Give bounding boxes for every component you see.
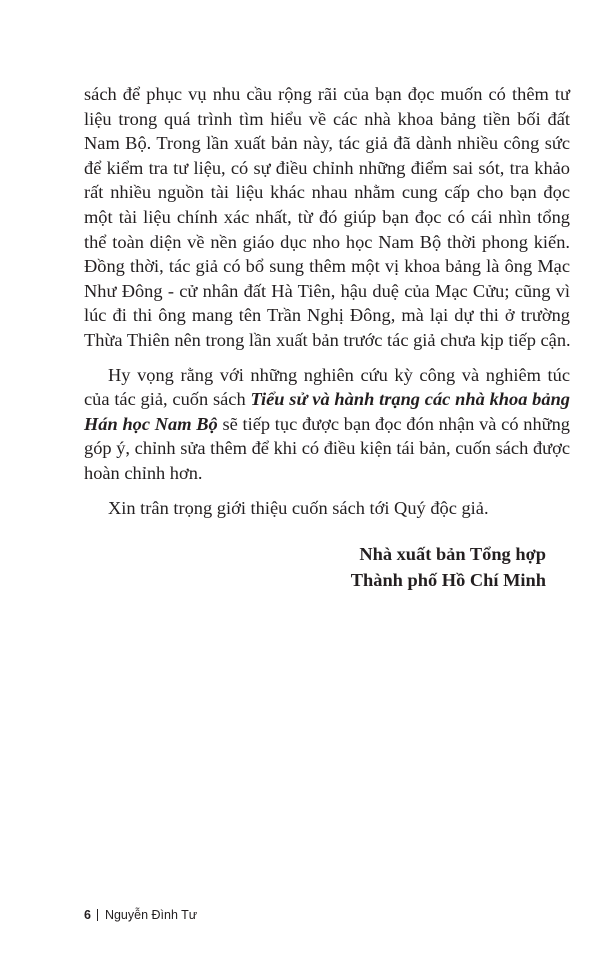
footer-separator (97, 909, 98, 921)
text-line (84, 412, 570, 437)
text-line: Nam Bộ. Trong lần xuất bản này, tác giả đã dành nhiều công sức (84, 133, 570, 154)
paragraph-3 (84, 496, 570, 521)
text-line (84, 387, 570, 412)
text-line: Hy vọng rằng với những nghiên cứu kỳ công và nghiêm túc (108, 364, 570, 385)
text-line: hoàn chỉnh hơn. (84, 462, 203, 483)
text-line: Như Đông - cử nhân đất Hà Tiên, hậu duệ của Mạc Cửu; cũng vì (84, 280, 570, 301)
text-line: liệu trong quá trình tìm hiểu về các nhà khoa bảng tiền bối đất (84, 108, 570, 129)
text-line: Đồng thời, tác giả có bổ sung thêm một vị khoa bảng là ông Mạc (84, 256, 570, 277)
publisher-signature (84, 541, 546, 594)
text-run: của tác giả, cuốn sách (84, 389, 251, 410)
page-body (84, 82, 570, 530)
paragraph-2 (84, 363, 570, 486)
text-line: sách để phục vụ nhu cầu rộng rãi của bạn đọc muốn có thêm tư (84, 84, 570, 104)
page-footer (84, 907, 197, 923)
paragraph-1 (84, 82, 570, 353)
text-line: góp ý, chỉnh sửa thêm để khi có điều kiện tái bản, cuốn sách được (84, 438, 570, 459)
signature-line-1: Nhà xuất bản Tổng hợp (359, 544, 546, 564)
text-line: lúc đi thi ông mang tên Trần Nghị Đông, mà lại dự thi ở trường (84, 305, 570, 326)
text-line: một tài liệu chính xác nhất, từ đó giúp bạn đọc có cái nhìn tổng (84, 206, 570, 227)
footer-author: Nguyễn Đình Tư (104, 908, 198, 922)
text-line: để kiểm tra tư liệu, có sự điều chỉnh những điểm sai sót, tra khảo (84, 157, 570, 178)
book-title-part-2: Hán học Nam Bộ (84, 413, 218, 434)
book-title-part-1: Tiểu sử và hành trạng các nhà khoa bảng (250, 389, 570, 410)
text-run: sẽ tiếp tục được bạn đọc đón nhận và có những (217, 413, 570, 434)
text-line: Xin trân trọng giới thiệu cuốn sách tới Quý độc giả. (108, 497, 489, 518)
signature-line-2: Thành phố Hồ Chí Minh (350, 570, 546, 591)
page-number: 6 (84, 908, 91, 922)
text-line: rất nhiều nguồn tài liệu khác nhau nhằm cung cấp cho bạn đọc (84, 182, 570, 203)
text-line: Thừa Thiên nên trong lần xuất bản trước tác giả chưa kịp tiếp cận. (84, 329, 571, 350)
text-line: thể toàn diện về nền giáo dục nho học Nam Bộ thời phong kiến. (84, 231, 570, 252)
